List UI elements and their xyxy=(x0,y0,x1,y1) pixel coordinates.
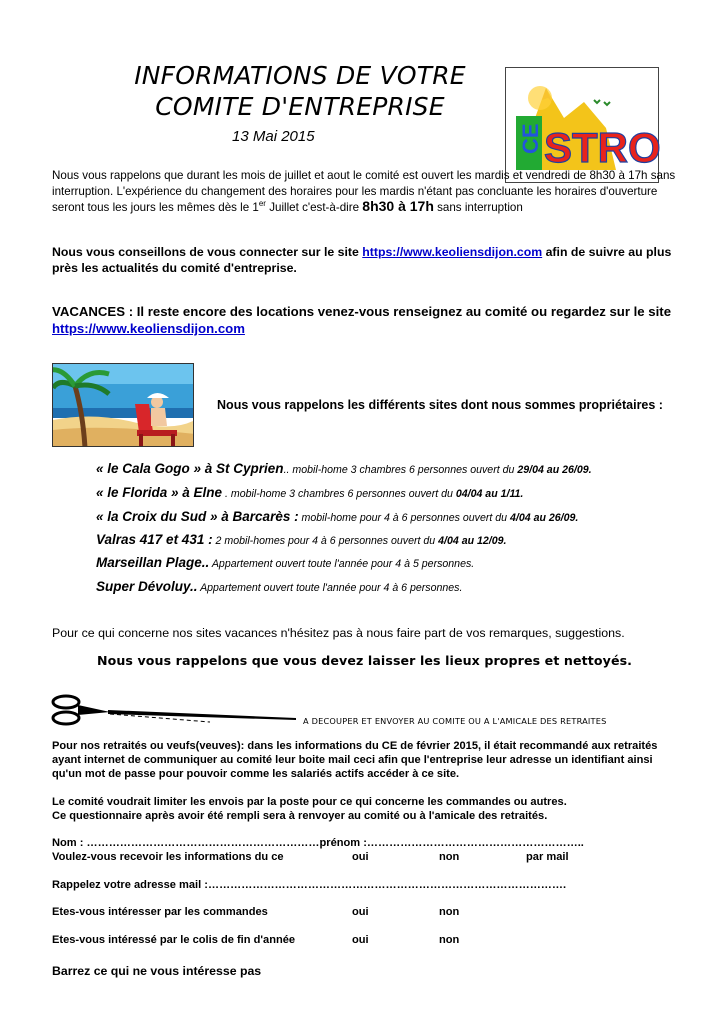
ordinal-sup: er xyxy=(258,199,266,209)
question-commandes xyxy=(52,906,672,918)
site-desc: Appartement ouvert toute l'année pour 4 à 6 personnes. xyxy=(197,582,463,594)
intro-text-2: Juillet c'est-à-dire xyxy=(265,201,363,214)
title-line-1: INFORMATIONS DE VOTRE xyxy=(134,61,466,90)
question-colis xyxy=(52,934,672,946)
site-dates: 4/04 au 26/09. xyxy=(510,512,579,524)
question-label: Etes-vous intéressé par le colis de fin d'année xyxy=(52,934,296,946)
site-name: Super Dévoluy.. xyxy=(96,579,198,594)
name-field-line[interactable]: Nom : ………………………………………………………prénom :………………………………………………….. xyxy=(52,837,584,849)
option-non[interactable]: non xyxy=(439,906,460,918)
title-line-2: COMITE D'ENTREPRISE xyxy=(155,92,445,121)
list-item xyxy=(96,555,474,570)
ce-stro-logo xyxy=(505,67,659,183)
site-desc: Appartement ouvert toute l'année pour 4 à 5 personnes. xyxy=(209,558,475,570)
option-oui[interactable]: oui xyxy=(352,906,369,918)
option-non[interactable]: non xyxy=(439,934,460,946)
comite-line-1: Le comité voudrait limiter les envois par la poste pour ce qui concerne les commandes ou autres. xyxy=(52,796,567,808)
option-par-mail[interactable]: par mail xyxy=(526,851,569,863)
option-oui[interactable]: oui xyxy=(352,851,369,863)
comite-line-2: Ce questionnaire après avoir été rempli sera à renvoyer au comité ou à l'amicale des retraités. xyxy=(52,809,548,822)
vacances-paragraph xyxy=(52,303,677,337)
list-item xyxy=(96,509,578,524)
page-title xyxy=(100,60,500,122)
cut-instruction: A DECOUPER ET ENVOYER AU COMITE OU A L'AMICALE DES RETRAITES xyxy=(303,716,607,726)
option-oui[interactable]: oui xyxy=(352,934,369,946)
document-date: 13 Mai 2015 xyxy=(232,128,315,145)
list-item xyxy=(96,579,462,594)
question-receive-info xyxy=(52,851,672,863)
comite-paragraph xyxy=(52,796,682,824)
svg-text:CE: CE xyxy=(518,123,543,154)
website-paragraph xyxy=(52,244,677,276)
vacances-text: VACANCES : Il reste encore des locations venez-vous renseignez au comité ou regardez sur le site xyxy=(52,304,672,319)
site-desc: mobil-home pour 4 à 6 personnes ouvert du xyxy=(298,512,511,524)
question-label: Etes-vous intéresser par les commandes xyxy=(52,906,268,918)
site-desc: . mobil-home 3 chambres 6 personnes ouvert du xyxy=(222,488,456,500)
site-dates: 29/04 au 26/09. xyxy=(517,464,592,476)
intro-text-3: sans interruption xyxy=(433,201,523,214)
option-non[interactable]: non xyxy=(439,851,460,863)
list-item xyxy=(96,485,523,500)
site-name: « la Croix du Sud » à Barcarès : xyxy=(96,509,299,524)
beach-chair-clipart xyxy=(52,363,194,447)
remarques-text: Pour ce qui concerne nos sites vacances n'hésitez pas à nous faire part de vos remarques, suggestions. xyxy=(52,626,625,640)
website-text-2: afin de suivre au plus près les actualités du comité d'entreprise. xyxy=(52,245,672,275)
sites-intro-text: Nous vous rappelons les différents sites dont nous sommes propriétaires : xyxy=(217,398,663,412)
intro-text: Nous vous rappelons que durant les mois de juillet et aout le comité est ouvert les mardis et vendredi de 8h30 à 17h sans interruption. L'expérience du changement des horaires pour les mardis n'étant pas concluante les horaires d'ouverture seront tous les jours les mêmes dès le 1 xyxy=(52,169,676,214)
website-text: Nous vous conseillons de vous connecter sur le site xyxy=(52,245,363,259)
email-field-line[interactable]: Rappelez votre adresse mail :……………………………………………………………………………………. xyxy=(52,879,567,891)
barrez-instruction: Barrez ce qui ne vous intéresse pas xyxy=(52,964,262,978)
website-link[interactable]: https://www.keoliensdijon.com xyxy=(362,245,543,259)
vacances-link[interactable]: https://www.keoliensdijon.com xyxy=(52,321,245,336)
site-dates: 04/04 au 1/11. xyxy=(455,488,524,500)
scissors-icon xyxy=(50,692,300,728)
question-label: Voulez-vous recevoir les informations du ce xyxy=(52,851,284,863)
site-desc: 2 mobil-homes pour 4 à 6 personnes ouvert du xyxy=(212,535,439,547)
list-item xyxy=(96,532,506,547)
list-item xyxy=(96,461,592,476)
site-dates: 4/04 au 12/09. xyxy=(438,535,507,547)
site-name: « le Florida » à Elne xyxy=(96,485,223,500)
lieux-propres-text: Nous vous rappelons que vous devez laisser les lieux propres et nettoyés. xyxy=(96,653,633,668)
site-name: « le Cala Gogo » à St Cyprien xyxy=(96,461,284,476)
site-name: Marseillan Plage.. xyxy=(96,555,210,570)
site-desc: .. mobil-home 3 chambres 6 personnes ouvert du xyxy=(283,464,518,476)
intro-paragraph xyxy=(52,168,677,216)
svg-text:STRO: STRO xyxy=(544,124,660,171)
site-name: Valras 417 et 431 : xyxy=(96,532,213,547)
retraites-paragraph: Pour nos retraités ou veufs(veuves): dans les informations du CE de février 2015, il était recommandé aux retraités ayant internet de communiquer au comité leur boite mail ceci afin que l'entreprise leur adresse un identifiant ainsi qu'un mot de passe pour pouvoir comme les salariés actifs accéder à ce site. xyxy=(52,740,658,780)
logo-graphic xyxy=(506,68,660,184)
opening-hours: 8h30 à 17h xyxy=(362,198,434,214)
